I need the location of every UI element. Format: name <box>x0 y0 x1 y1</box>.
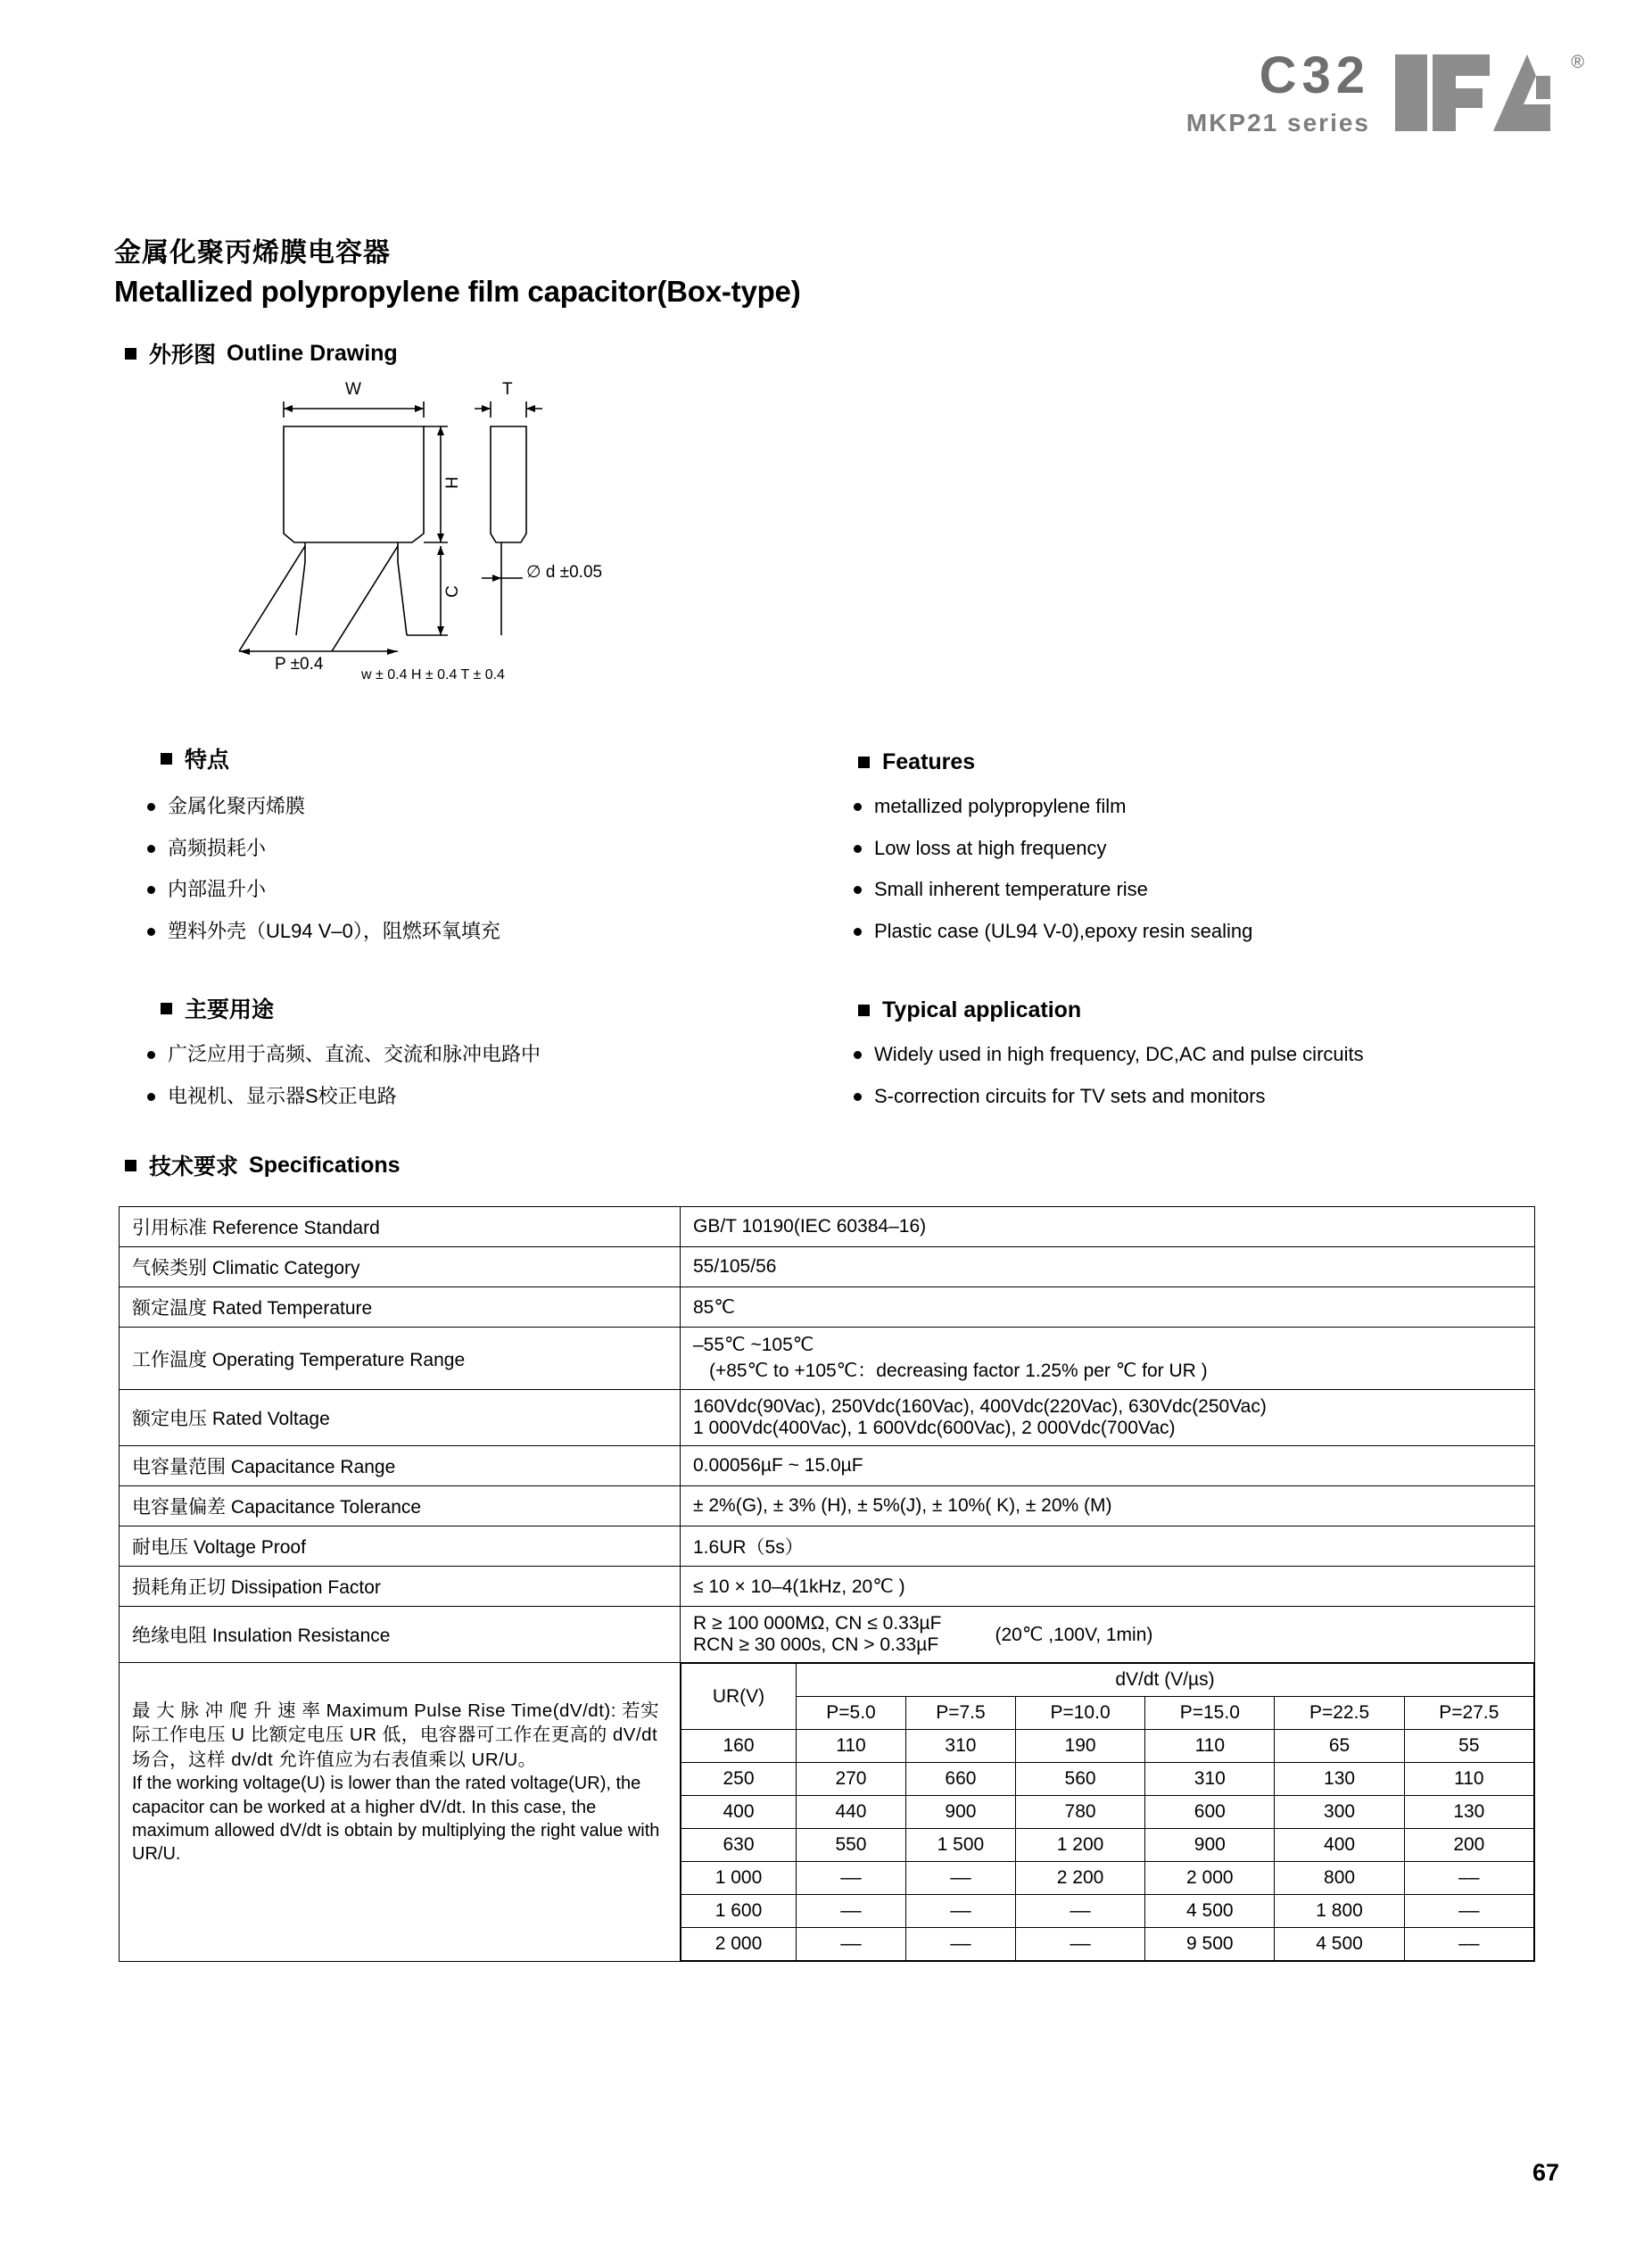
dvdt-span-header: dV/dt (V/µs) <box>797 1664 1534 1697</box>
spec-key: 引用标准 Reference Standard <box>120 1207 681 1247</box>
cell: 130 <box>1404 1796 1533 1829</box>
table-row <box>681 1928 1534 1961</box>
cell: 780 <box>1015 1796 1144 1829</box>
section-heading-application-en <box>858 997 1081 1023</box>
label-c: C <box>442 585 462 598</box>
features-list-en <box>849 794 1474 960</box>
section-heading-features-cn-text: 特点 <box>185 748 230 773</box>
spec-key: 绝缘电阻 Insulation Resistance <box>120 1607 681 1663</box>
table-row <box>681 1664 1534 1697</box>
cell: 200 <box>1404 1829 1533 1862</box>
cell: 55 <box>1404 1730 1533 1763</box>
dvdt-table-cell <box>681 1663 1535 1962</box>
list-item: S-correction circuits for TV sets and monitors <box>849 1084 1527 1109</box>
spec-key: 工作温度 Operating Temperature Range <box>120 1328 681 1390</box>
row-header: 1 600 <box>681 1895 797 1928</box>
bullet-square-icon <box>161 1003 172 1014</box>
list-item: 广泛应用于高频、直流、交流和脉冲电路中 <box>143 1042 678 1067</box>
table-row <box>681 1796 1534 1829</box>
table-row <box>681 1862 1534 1895</box>
cell: 900 <box>905 1796 1015 1829</box>
row-header: 2 000 <box>681 1928 797 1961</box>
spec-value: ± 2%(G), ± 3% (H), ± 5%(J), ± 10%( K), ± 20% (M) <box>681 1486 1535 1526</box>
list-item: Small inherent temperature rise <box>849 877 1474 902</box>
spec-value-line: RCN ≥ 30 000s, CN > 0.33µF <box>693 1634 939 1655</box>
table-row <box>120 1486 1535 1526</box>
cell: –– <box>1404 1895 1533 1928</box>
spec-value-line: R ≥ 100 000MΩ, CN ≤ 0.33µF <box>693 1613 942 1634</box>
section-heading-application-en-text: Typical application <box>882 997 1082 1022</box>
page-number: 67 <box>1532 2159 1559 2186</box>
cell: 4 500 <box>1275 1928 1404 1961</box>
spec-value-line: 1 000Vdc(400Vac), 1 600Vdc(600Vac), 2 000Vdc(700Vac) <box>693 1418 1176 1438</box>
list-item: 塑料外壳（UL94 V–0），阻燃环氧填充 <box>143 919 642 944</box>
section-heading-features-cn <box>161 742 229 774</box>
cell: 310 <box>1145 1763 1275 1796</box>
section-heading-application-cn <box>161 992 274 1024</box>
table-row <box>120 1247 1535 1287</box>
cell: 4 500 <box>1145 1895 1275 1928</box>
cell: 400 <box>1275 1829 1404 1862</box>
label-h: H <box>442 476 462 489</box>
page-header <box>1185 46 1584 147</box>
spec-key: 额定温度 Rated Temperature <box>120 1287 681 1328</box>
brand-logo <box>1393 49 1584 147</box>
cell: –– <box>797 1895 906 1928</box>
spec-key: 耐电压 Voltage Proof <box>120 1526 681 1567</box>
label-tolerances: w ± 0.4 H ± 0.4 T ± 0.4 <box>361 667 505 683</box>
pulse-description-en: If the working voltage(U) is lower than the rated voltage(UR), the capacitor can be worked at a higher dV/dt. In this case, the maximum allowed dV/dt is obtain by multiplying the right value with UR/U. <box>132 1774 660 1865</box>
section-heading-outline-en: Outline Drawing <box>227 340 398 366</box>
outline-drawing <box>223 380 865 723</box>
product-series: MKP21 series <box>1185 108 1370 137</box>
cell: 190 <box>1015 1730 1144 1763</box>
cell: 9 500 <box>1145 1928 1275 1961</box>
column-header: P=10.0 <box>1015 1697 1144 1730</box>
cell: 2 000 <box>1145 1862 1275 1895</box>
cell: –– <box>905 1928 1015 1961</box>
section-heading-application-cn-text: 主要用途 <box>185 997 275 1022</box>
spec-value: GB/T 10190(IEC 60384–16) <box>681 1207 1535 1247</box>
list-item: Low loss at high frequency <box>849 836 1474 861</box>
spec-key: 电容量偏差 Capacitance Tolerance <box>120 1486 681 1526</box>
bullet-square-icon <box>858 757 870 768</box>
row-header: 250 <box>681 1763 797 1796</box>
application-list-cn <box>143 1042 678 1125</box>
spec-value: 0.00056µF ~ 15.0µF <box>681 1446 1535 1486</box>
cell: –– <box>1404 1928 1533 1961</box>
cell: 110 <box>1404 1763 1533 1796</box>
section-heading-outline-cn: 外形图 <box>149 343 217 368</box>
cell: 660 <box>905 1763 1015 1796</box>
cell: –– <box>1015 1895 1144 1928</box>
table-row <box>681 1895 1534 1928</box>
spec-value: ≤ 10 × 10–4(1kHz, 20℃ ) <box>681 1567 1535 1607</box>
section-heading-features-en-text: Features <box>882 749 976 774</box>
section-heading-features-en <box>858 749 975 775</box>
cell: 440 <box>797 1796 906 1829</box>
cell: 110 <box>1145 1730 1275 1763</box>
bullet-square-icon <box>161 753 172 765</box>
cell: 110 <box>797 1730 906 1763</box>
specifications-table <box>119 1206 1535 1962</box>
list-item: 金属化聚丙烯膜 <box>143 794 642 819</box>
spec-value <box>681 1607 1535 1663</box>
cell: 130 <box>1275 1763 1404 1796</box>
spec-value: 1.6UR（5s） <box>681 1526 1535 1567</box>
table-row <box>120 1390 1535 1446</box>
faratronic-logo-icon <box>1393 49 1563 147</box>
features-list-cn <box>143 794 642 960</box>
dvdt-table <box>681 1663 1534 1961</box>
cell: 65 <box>1275 1730 1404 1763</box>
spec-value-line: –55℃ ~105℃ <box>693 1335 814 1355</box>
spec-value: 85℃ <box>681 1287 1535 1328</box>
column-header: P=5.0 <box>797 1697 906 1730</box>
spec-key: 气候类别 Climatic Category <box>120 1247 681 1287</box>
spec-value-line: (+85℃ to +105℃：decreasing factor 1.25% per ℃ for UR ) <box>709 1361 1208 1381</box>
row-header: 1 000 <box>681 1862 797 1895</box>
cell: –– <box>1404 1862 1533 1895</box>
cell: 600 <box>1145 1796 1275 1829</box>
spec-value-note: (20℃ ,100V, 1min) <box>995 1624 1153 1645</box>
pulse-description <box>120 1663 681 1962</box>
column-header: P=22.5 <box>1275 1697 1404 1730</box>
cell: 1 500 <box>905 1829 1015 1862</box>
spec-key: 额定电压 Rated Voltage <box>120 1390 681 1446</box>
table-row <box>681 1730 1534 1763</box>
registered-mark: ® <box>1571 53 1584 72</box>
bullet-square-icon <box>858 1005 870 1016</box>
row-header: 630 <box>681 1829 797 1862</box>
section-heading-specifications <box>125 1149 401 1181</box>
table-row <box>120 1567 1535 1607</box>
cell: –– <box>905 1895 1015 1928</box>
label-d: ∅ d ±0.05 <box>526 563 603 582</box>
table-row <box>120 1328 1535 1390</box>
table-row <box>120 1287 1535 1328</box>
table-row <box>681 1763 1534 1796</box>
cell: –– <box>1015 1928 1144 1961</box>
cell: –– <box>905 1862 1015 1895</box>
page-title-cn: 金属化聚丙烯膜电容器 <box>114 238 391 268</box>
product-code: C32 <box>1259 46 1370 104</box>
table-row <box>120 1207 1535 1247</box>
cell: 310 <box>905 1730 1015 1763</box>
list-item: Plastic case (UL94 V-0),epoxy resin sealing <box>849 919 1474 944</box>
table-row-pulse <box>120 1663 1535 1962</box>
bullet-square-icon <box>125 1160 136 1171</box>
spec-value <box>681 1390 1535 1446</box>
cell: 900 <box>1145 1829 1275 1862</box>
spec-value <box>681 1328 1535 1390</box>
list-item: Widely used in high frequency, DC,AC and pulse circuits <box>849 1042 1527 1067</box>
column-header: P=7.5 <box>905 1697 1015 1730</box>
table-row <box>120 1607 1535 1663</box>
header-text-block <box>1185 46 1370 137</box>
label-p: P ±0.4 <box>275 655 324 674</box>
cell: 1 800 <box>1275 1895 1404 1928</box>
dvdt-first-col-header: UR(V) <box>681 1664 797 1730</box>
table-row <box>681 1829 1534 1862</box>
cell: 2 200 <box>1015 1862 1144 1895</box>
page-title-en: Metallized polypropylene film capacitor(Box-type) <box>114 275 801 308</box>
column-header: P=27.5 <box>1404 1697 1533 1730</box>
cell: 550 <box>797 1829 906 1862</box>
application-list-en <box>849 1042 1527 1125</box>
row-header: 400 <box>681 1796 797 1829</box>
section-heading-specifications-cn: 技术要求 <box>149 1154 239 1179</box>
spec-value: 55/105/56 <box>681 1247 1535 1287</box>
cell: 1 200 <box>1015 1829 1144 1862</box>
table-row <box>120 1526 1535 1567</box>
column-header: P=15.0 <box>1145 1697 1275 1730</box>
cell: 800 <box>1275 1862 1404 1895</box>
list-item: 电视机、显示器S校正电路 <box>143 1084 678 1109</box>
cell: 560 <box>1015 1763 1144 1796</box>
table-row <box>681 1697 1534 1730</box>
section-heading-outline <box>125 337 398 369</box>
list-item: 高频损耗小 <box>143 836 642 861</box>
row-header: 160 <box>681 1730 797 1763</box>
bullet-square-icon <box>125 348 136 360</box>
cell: 270 <box>797 1763 906 1796</box>
spec-key: 电容量范围 Capacitance Range <box>120 1446 681 1486</box>
label-w: W <box>345 380 361 399</box>
spec-value-line: 160Vdc(90Vac), 250Vdc(160Vac), 400Vdc(220Vac), 630Vdc(250Vac) <box>693 1396 1267 1417</box>
section-heading-specifications-en: Specifications <box>249 1152 401 1178</box>
pulse-description-cn: 最 大 脉 冲 爬 升 速 率 Maximum Pulse Rise Time(dV/dt): 若实际工作电压 U 比额定电压 UR 低，电容器可工作在更高的 dV/dt 场合，这样 dv/dt 允许值应为右表值乘以 UR/U。 <box>132 1700 660 1770</box>
list-item: metallized polypropylene film <box>849 794 1474 819</box>
cell: –– <box>797 1928 906 1961</box>
label-t: T <box>502 380 513 399</box>
cell: –– <box>797 1862 906 1895</box>
list-item: 内部温升小 <box>143 877 642 902</box>
table-row <box>120 1446 1535 1486</box>
cell: 300 <box>1275 1796 1404 1829</box>
spec-key: 损耗角正切 Dissipation Factor <box>120 1567 681 1607</box>
